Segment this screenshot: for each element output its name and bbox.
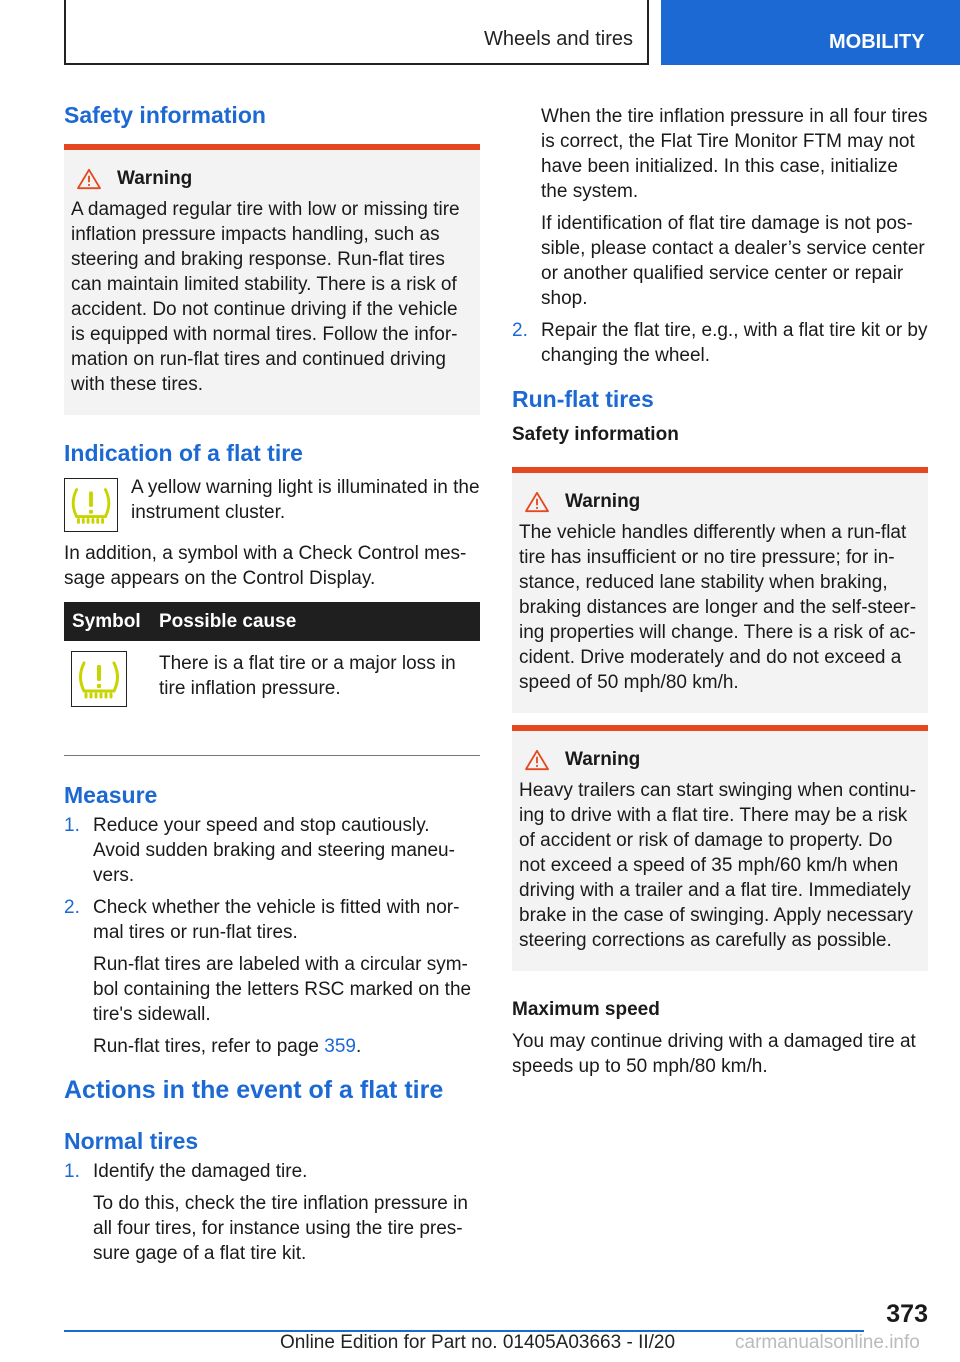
measure-heading: Measure <box>64 781 158 808</box>
step-text: Reduce your speed and stop cautiously. Avoid sudden braking and steering maneu-vers. <box>93 814 455 886</box>
normal-tires-heading: Normal tires <box>64 1127 199 1154</box>
step-subtext: Run-flat tires are labeled with a circular sym-bol containing the letters RSC marked on the tire's sidewall. <box>93 953 472 1025</box>
warning-title: Warning <box>117 168 193 189</box>
header-section-box <box>64 0 649 65</box>
step-number: 1. <box>64 1160 80 1182</box>
normal-tires-list-continued <box>512 318 928 368</box>
flat-tire-warning-icon <box>71 651 127 707</box>
measure-list <box>64 813 480 1059</box>
step-number: 2. <box>512 320 528 341</box>
step-text: Repair the flat tire, e.g., with a flat tire kit or by changing the wheel. <box>541 320 928 366</box>
table-header-cause: Possible cause <box>151 602 480 641</box>
step-text: Identify the damaged tire. <box>93 1160 308 1182</box>
left-column <box>64 100 480 1273</box>
safety-information-heading: Safety information <box>64 102 266 128</box>
warning-text: Heavy trailers can start swinging when continu-ing to drive with a flat tire. There may be a risk of accident or risk of damage to property. Do not exceed a speed of 35 mph/60 km/h when driving with a trailer and a flat tire. Immediately brake in the case of swinging. Apply necessary steering corrections as carefully as possible. <box>519 780 917 951</box>
table-cell-cause <box>151 641 480 755</box>
warning-text: The vehicle handles differently when a run-flat tire has insufficient or no tire pressure; for in-stance, reduced lane stability when braking, braking distances are longer and the self-steer-ing properties will change. There is a risk of ac-cident. Drive moderately and do not exceed a speed of 50 mph/80 km/h. <box>519 522 917 693</box>
header-chapter-tab[interactable]: MOBILITY <box>661 0 960 65</box>
run-flat-tires-heading: Run-flat tires <box>512 386 654 412</box>
footer-edition: Online Edition for Part no. 01405A03663 - II/20 <box>280 1332 676 1353</box>
cause-text: There is a flat tire or a major loss in tire inflation pressure. <box>159 653 456 699</box>
warning-title: Warning <box>565 749 641 770</box>
symbol-table <box>64 602 480 756</box>
warning-text: A damaged regular tire with low or missing tire inflation pressure impacts handling, such as steering and braking response. Run-flat tires can maintain limited stability. There is a risk of accident. Do not continue driving if the vehicle is equipped with normal tires. Follow the infor-mation on run-flat tires and continued driving with these tires. <box>71 199 460 395</box>
control-display-text: In addition, a symbol with a Check Control mes-sage appears on the Control Display. <box>64 543 467 589</box>
table-header-symbol: Symbol <box>64 602 151 641</box>
safety-information-subheading: Safety information <box>512 424 679 445</box>
maximum-speed-heading: Maximum speed <box>512 999 660 1020</box>
step-number: 2. <box>64 896 80 918</box>
header-section-title: Wheels and tires <box>484 28 633 50</box>
table-cell-symbol <box>64 641 151 755</box>
page-number: 373 <box>886 1300 928 1328</box>
page-reference-prefix: Run-flat tires, refer to page <box>93 1035 325 1057</box>
step-subtext: To do this, check the tire inflation pressure in all four tires, for instance using the tire pres-sure gage of a flat tire kit. <box>93 1192 468 1264</box>
warning-box-damaged-tire <box>64 144 480 415</box>
maximum-speed-text: You may continue driving with a damaged tire at speeds up to 50 mph/80 km/h. <box>512 1031 916 1077</box>
warning-box-run-flat <box>512 467 928 713</box>
normal-tires-list <box>64 1159 480 1266</box>
page-link-359[interactable]: 359 <box>324 1035 356 1057</box>
step-number: 1. <box>64 814 80 836</box>
page-reference-suffix: . <box>355 1035 362 1057</box>
right-column <box>512 104 928 1086</box>
list-item <box>64 813 480 888</box>
footer-watermark: carmanualsonline.info <box>735 1332 920 1353</box>
indication-heading: Indication of a flat tire <box>64 440 303 466</box>
table-row <box>64 641 480 755</box>
list-item <box>64 1159 480 1266</box>
page-reference <box>93 1034 480 1059</box>
step-text: Check whether the vehicle is fitted with nor-mal tires or run-flat tires. <box>93 896 460 943</box>
continued-paragraph-1: When the tire inflation pressure in all four tires is correct, the Flat Tire Monitor FTM may not have been initialized. In this case, initialize the system. <box>541 106 928 202</box>
warning-triangle-icon <box>523 749 551 771</box>
warning-box-trailer <box>512 725 928 971</box>
flat-tire-warning-icon <box>64 478 118 532</box>
table-header-row <box>64 602 480 641</box>
continued-paragraph-2: If identification of flat tire damage is not pos-sible, please contact a dealer’s service center or another qualified service center or repair shop. <box>541 213 925 309</box>
warning-triangle-icon <box>523 491 551 513</box>
list-item <box>512 318 928 368</box>
warning-triangle-icon <box>75 168 103 190</box>
indicator-light-row <box>64 478 480 532</box>
list-item <box>64 895 480 1059</box>
indicator-text: A yellow warning light is illuminated in the instrument cluster. <box>131 477 480 523</box>
actions-heading: Actions in the event of a flat tire <box>64 1075 444 1104</box>
warning-title: Warning <box>565 491 641 512</box>
